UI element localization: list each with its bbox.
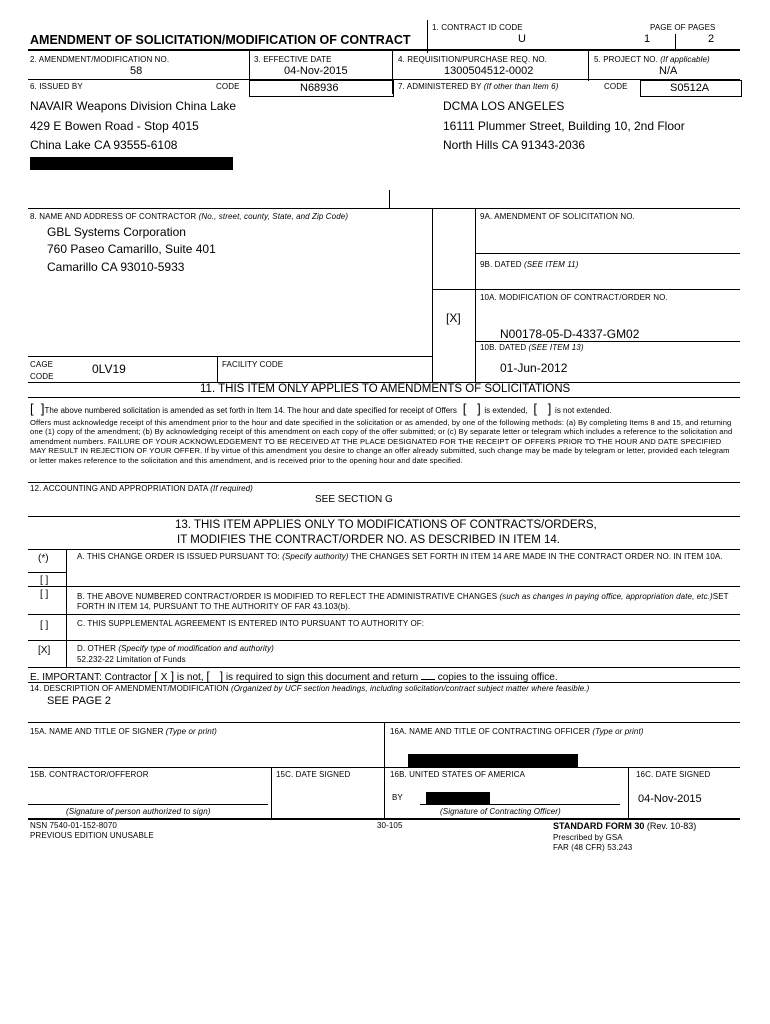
item-13d-mark[interactable]: [X] — [38, 645, 51, 656]
project-no-value: N/A — [659, 65, 678, 77]
page-total: 2 — [708, 33, 715, 45]
facility-code-label: FACILITY CODE — [222, 360, 284, 369]
mod-dated-value: 01-Jun-2012 — [500, 361, 568, 375]
cage-label-1: CAGE — [30, 360, 54, 369]
issuer-line1: NAVAIR Weapons Division China Lake — [30, 99, 237, 113]
item-10a-label: 10A. MODIFICATION OF CONTRACT/ORDER NO. — [480, 293, 668, 302]
standard-form: STANDARD FORM 30 (Rev. 10-83) — [553, 821, 697, 831]
issued-code-value: N68936 — [300, 82, 339, 94]
by-label: BY — [392, 793, 403, 802]
prescribed-by: Prescribed by GSA — [553, 833, 623, 842]
officer-date-label: 16C. DATE SIGNED — [636, 770, 711, 779]
item-13a-mark[interactable]: (*) — [38, 553, 49, 564]
page-label: PAGE OF PAGES — [650, 23, 716, 32]
nsn: NSN 7540-01-152-8070 — [30, 821, 117, 830]
amendment-no-value: 58 — [130, 65, 143, 77]
officer-label: 16A. NAME AND TITLE OF CONTRACTING OFFICER (Type or print) — [390, 727, 644, 736]
contract-id-value: U — [518, 33, 526, 45]
far-reference: FAR (48 CFR) 53.243 — [553, 843, 633, 852]
officer-date-value: 04-Nov-2015 — [638, 793, 702, 805]
requisition-value: 1300504512-0002 — [444, 65, 534, 77]
item-12-value: SEE SECTION G — [315, 494, 393, 505]
item-13c-mark[interactable]: [ ] — [40, 620, 49, 631]
item-13-blank-mark[interactable]: [ ] — [40, 575, 49, 586]
contractor-offeror-label: 15B. CONTRACTOR/OFFEROR — [30, 770, 149, 779]
issued-by-label: 6. ISSUED BY — [30, 82, 83, 91]
mod-checkbox[interactable]: [X] — [446, 311, 461, 325]
officer-signature-redaction — [426, 792, 490, 804]
item-9a-label: 9A. AMENDMENT OF SOLICITATION NO. — [480, 212, 635, 221]
admin-line2: 16111 Plummer Street, Building 10, 2nd Floor — [443, 119, 685, 133]
contractor-line1: GBL Systems Corporation — [47, 225, 186, 239]
contractor-label: 8. NAME AND ADDRESS OF CONTRACTOR (No., street, county, State, and Zip Code) — [30, 212, 349, 221]
contractor-line3: Camarillo CA 93010-5933 — [47, 260, 185, 274]
administered-by-label: 7. ADMINISTERED BY (If other than Item 6) — [398, 82, 559, 91]
item-11-line1: [ ]The above numbered solicitation is amended as set forth in Item 14. The hour and date specified for receipt of Offers [ ] is extended, [ ] is not extended. — [30, 401, 612, 416]
item-12-label: 12. ACCOUNTING AND APPROPRIATION DATA (If required) — [30, 484, 253, 493]
item-14-value: SEE PAGE 2 — [47, 695, 111, 707]
form-title: AMENDMENT OF SOLICITATION/MODIFICATION OF CONTRACT — [30, 33, 411, 47]
previous-edition: PREVIOUS EDITION UNUSABLE — [30, 831, 154, 840]
redaction-block — [30, 157, 233, 170]
cage-label-2: CODE — [30, 372, 54, 381]
item-13-title1: 13. THIS ITEM APPLIES ONLY TO MODIFICATIONS OF CONTRACTS/ORDERS, — [175, 519, 597, 531]
project-no-label: 5. PROJECT NO. (If applicable) — [594, 55, 710, 64]
item-e-line: E. IMPORTANT: Contractor [ X ] is not, [ ] is required to sign this document and return copies to the issuing office. — [30, 669, 558, 683]
requisition-label: 4. REQUISITION/PURCHASE REQ. NO. — [398, 55, 548, 64]
offeror-signature-caption: (Signature of person authorized to sign) — [66, 807, 211, 816]
contractor-line2: 760 Paseo Camarillo, Suite 401 — [47, 242, 216, 256]
cage-value: 0LV19 — [92, 362, 126, 376]
issued-code-label: CODE — [216, 82, 240, 91]
item-13-title2: IT MODIFIES THE CONTRACT/ORDER NO. AS DESCRIBED IN ITEM 14. — [177, 534, 560, 546]
item-13d-text: D. OTHER (Specify type of modification and authority) — [77, 644, 274, 653]
admin-line3: North Hills CA 91343-2036 — [443, 138, 586, 152]
admin-line1: DCMA LOS ANGELES — [443, 99, 565, 113]
item-13a-text: A. THIS CHANGE ORDER IS ISSUED PURSUANT TO: (Specify authority) THE CHANGES SET FORTH IN ITEM 14 ARE MADE IN THE CONTRACT ORDER NO. IN ITEM 10A. — [77, 552, 723, 561]
item-10b-label: 10B. DATED (SEE ITEM 13) — [480, 343, 584, 352]
item-11-title: 11. THIS ITEM ONLY APPLIES TO AMENDMENTS OF SOLICITATIONS — [200, 383, 571, 395]
item-11-paragraph: Offers must acknowledge receipt of this amendment prior to the hour and date specified in the solicitation or as amended, by one of the following methods: (a) By completing Items 8 and 15, and returning one (1) copy of the amendment; (b) By acknowledging receipt of this amendment on each copy of the offer submitted; or (c) By separate letter or telegram which includes a reference to the solicitation and amendment numbers. FAILURE OF YOUR ACKNOWLEDGEMENT TO BE RECEIVED AT THE PLACE DESIGNATED FOR THE RECEIPT OF OFFERS PRIOR TO THE HOUR AND DATE SPECIFIED MAY RESULT IN REJECTION OF YOUR OFFER. If by virtue of this amendment you desire to change an offer already submitted, such change may be made by telegram or letter, provided each telegram or letter makes reference to the solicitation and this amendment, and is received prior to the opening hour and date specified. — [30, 418, 733, 465]
contract-id-label: 1. CONTRACT ID CODE — [432, 23, 523, 32]
admin-code-label: CODE — [604, 82, 628, 91]
item-9b-label: 9B. DATED (SEE ITEM 11) — [480, 260, 579, 269]
item-13c-text: C. THIS SUPPLEMENTAL AGREEMENT IS ENTERED INTO PURSUANT TO AUTHORITY OF: — [77, 619, 425, 628]
issuer-line3: China Lake CA 93555-6108 — [30, 138, 178, 152]
admin-code-value: S0512A — [670, 82, 710, 94]
mod-contract-no: N00178-05-D-4337-GM02 — [500, 327, 640, 341]
item-13b-text: B. THE ABOVE NUMBERED CONTRACT/ORDER IS MODIFIED TO REFLECT THE ADMINISTRATIVE CHANGES (such as changes in paying office, appropriation date, etc.)SET FORTH IN ITEM 14, PURSUANT TO THE AUTHORITY OF FAR 43.103(b). — [77, 592, 729, 611]
effective-date-value: 04-Nov-2015 — [284, 65, 348, 77]
amendment-no-label: 2. AMENDMENT/MODIFICATION NO. — [30, 55, 170, 64]
issuer-line2: 429 E Bowen Road - Stop 4015 — [30, 119, 199, 133]
contractor-date-label: 15C. DATE SIGNED — [276, 770, 351, 779]
officer-signature-caption: (Signature of Contracting Officer) — [440, 807, 561, 816]
officer-name-redaction — [408, 754, 578, 768]
item-13b-mark[interactable]: [ ] — [40, 589, 49, 600]
page-current: 1 — [644, 33, 651, 45]
form-code: 30-105 — [377, 821, 403, 830]
us-label: 16B. UNITED STATES OF AMERICA — [390, 770, 526, 779]
signer-label: 15A. NAME AND TITLE OF SIGNER (Type or print) — [30, 727, 217, 736]
item-14-label: 14. DESCRIPTION OF AMENDMENT/MODIFICATION (Organized by UCF section headings, including solicitation/contract subject matter where feasible.) — [30, 684, 590, 693]
effective-date-label: 3. EFFECTIVE DATE — [254, 55, 332, 64]
item-13d-authority: 52.232-22 Limitation of Funds — [77, 655, 186, 664]
